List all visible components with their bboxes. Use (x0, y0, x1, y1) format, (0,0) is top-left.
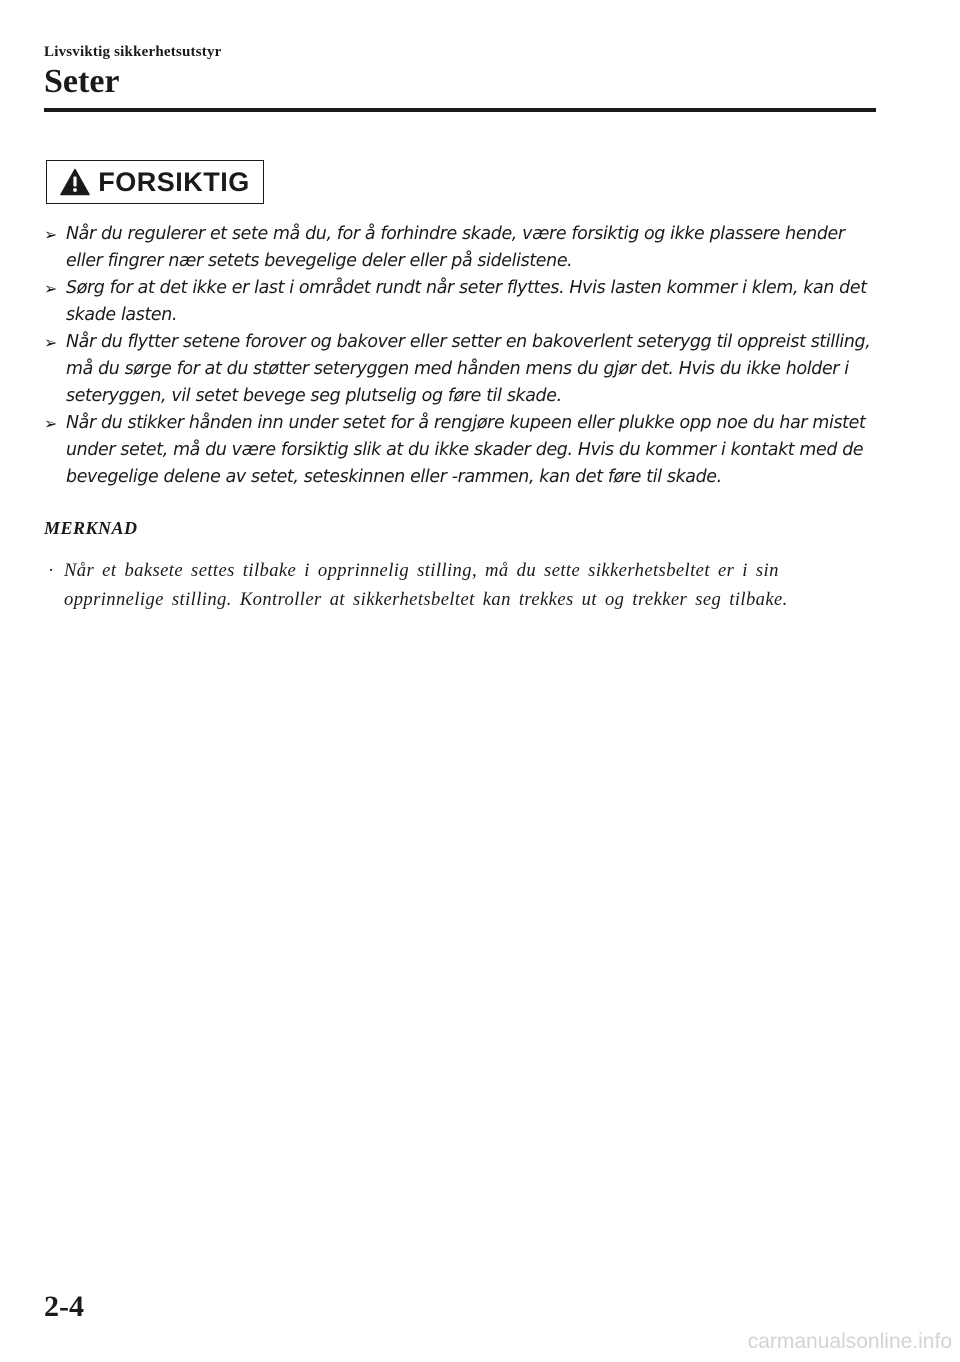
caution-item-text: Når du stikker hånden inn under setet for å rengjøre kupeen eller plukke opp noe du har mistet under setet, må du være forsiktig slik at du ikke skader deg. Hvis du kommer i kontakt med de bevegelige delene av setet, seteskinnen eller -rammen, kan det føre til skade. (66, 413, 866, 487)
note-body: Når et baksete settes tilbake i opprinnelig stilling, må du sette sikkerhetsbeltet er i sin opprinnelige stilling. Kontroller at sikkerhetsbeltet kan trekkes ut og trekker seg tilbake. (64, 560, 788, 610)
caution-item-text: Når du regulerer et sete må du, for å forhindre skade, være forsiktig og ikke plassere hender eller fingrer nær setets bevegelige deler eller på sidelistene. (66, 224, 845, 271)
arrow-bullet-icon: ➢ (44, 333, 58, 352)
caution-item (44, 221, 876, 275)
section-label: Livsviktig sikkerhetsutstyr (44, 44, 222, 60)
arrow-bullet-icon: ➢ (44, 414, 58, 433)
caution-item-text: Når du flytter setene forover og bakover eller setter en bakoverlent seterygg til oppreist stilling, må du sørge for at du støtter seteryggen med hånden mens du gjør det. Hvis du ikke holder i seteryggen, vil setet bevege seg plutselig og føre til skade. (66, 332, 871, 406)
caution-item (44, 275, 876, 329)
caution-label-box (46, 160, 264, 204)
caution-item-text: Sørg for at det ikke er last i området rundt når seter flyttes. Hvis lasten kommer i klem, kan det skade lasten. (66, 278, 867, 325)
page-number: 2-4 (44, 1290, 84, 1323)
caution-label: FORSIKTIG (98, 166, 250, 197)
caution-item (44, 329, 876, 410)
note-text (48, 556, 874, 614)
arrow-bullet-icon: ➢ (44, 225, 58, 244)
note-bullet: · (48, 560, 55, 581)
title-rule (44, 108, 876, 112)
caution-list (44, 221, 876, 491)
watermark: carmanualsonline.info (747, 1330, 952, 1353)
caution-item (44, 410, 876, 491)
warning-triangle-icon (60, 168, 90, 196)
note-heading: MERKNAD (44, 518, 138, 538)
arrow-bullet-icon: ➢ (44, 279, 58, 298)
page-title: Seter (44, 63, 120, 100)
